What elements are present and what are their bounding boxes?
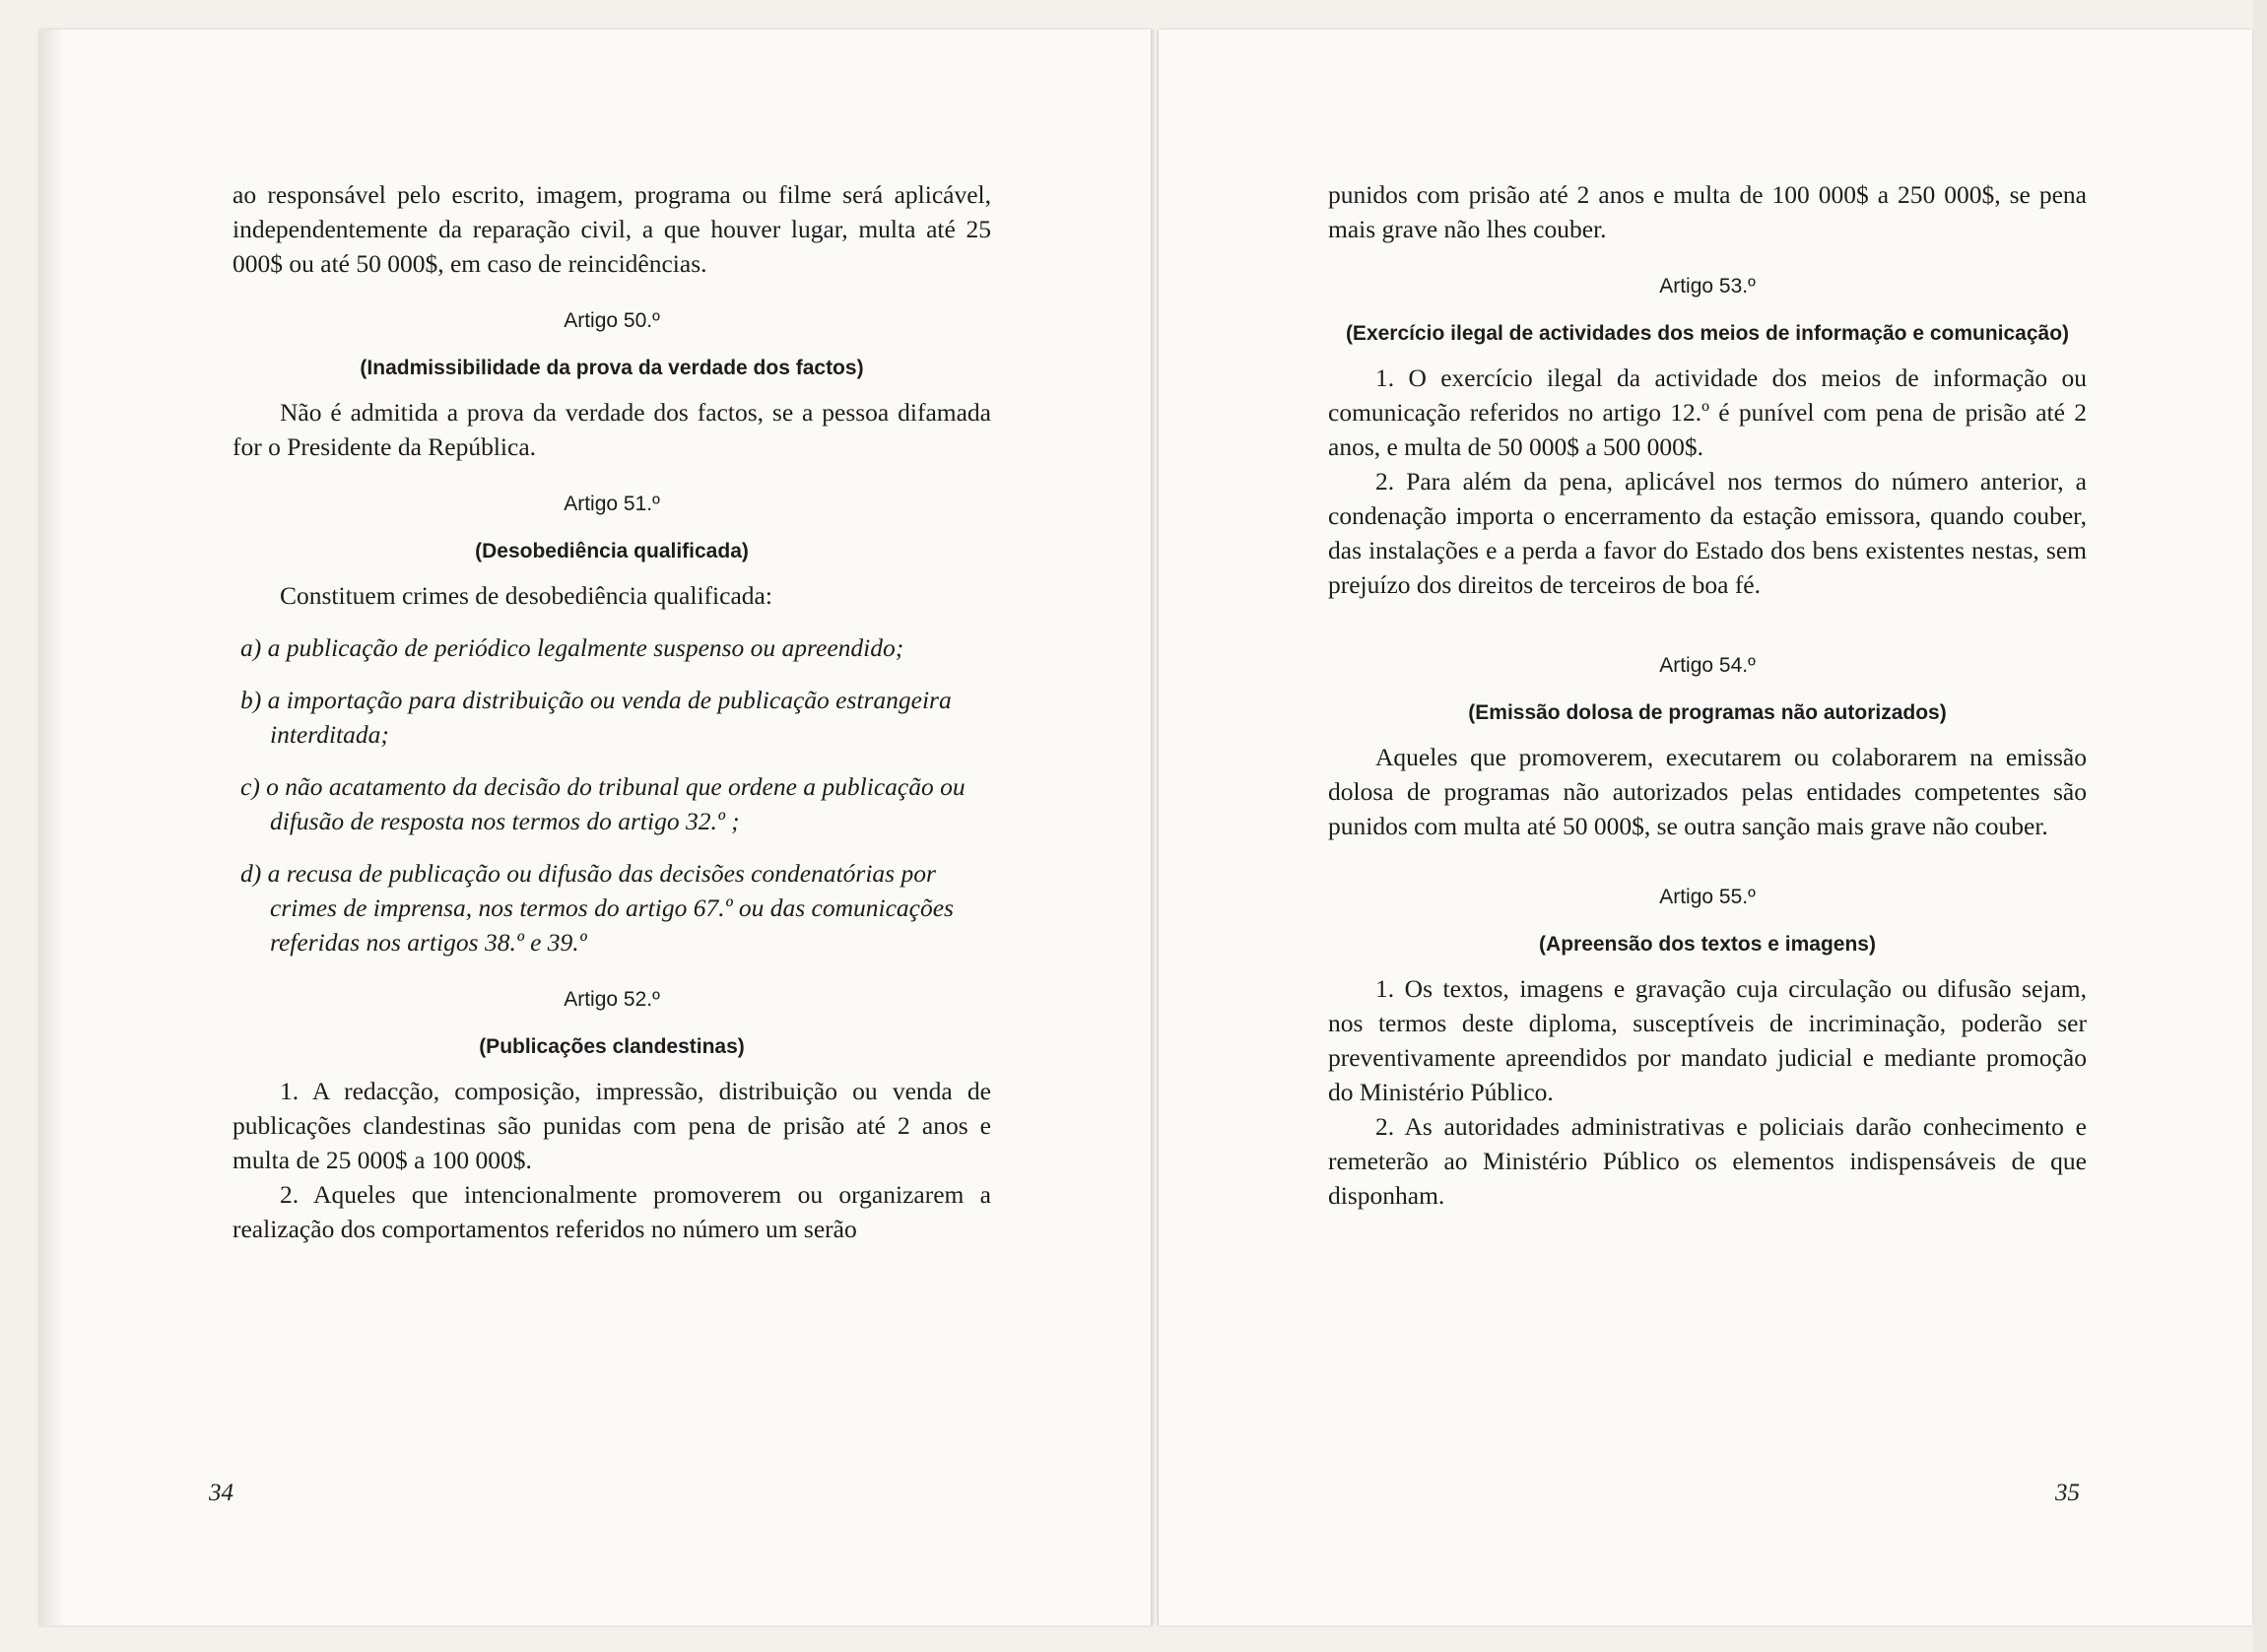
art51-title: Artigo 51.º	[564, 493, 660, 515]
art55-p2: 2. As autoridades administrativas e policiais darão conhecimento e remeterão ao Ministério Público os elementos indispensáveis de que disponham.	[1328, 1112, 2087, 1210]
art51-item-b: b) a importação para distribuição ou venda de publicação estrangeira interditada;	[240, 686, 952, 749]
right-page	[1159, 30, 2252, 1625]
art53-title: Artigo 53.º	[1659, 275, 1756, 297]
art54-title: Artigo 54.º	[1659, 654, 1756, 677]
art54-subtitle: (Emissão dolosa de programas não autorizados)	[1468, 701, 1947, 724]
right-text-column	[1328, 177, 2087, 1213]
art50-title: Artigo 50.º	[564, 309, 660, 332]
art53-p2: 2. Para além da pena, aplicável nos termos do número anterior, a condenação importa o encerramento da estação emissora, quando couber, das instalações e a perda a favor do Estado dos bens existentes nestas, sem prejuízo dos direitos de terceiros de boa fé.	[1328, 467, 2087, 599]
background-edge	[2253, 0, 2267, 1652]
art52-p1: 1. A redacção, composição, impressão, distribuição ou venda de publicações clandestinas são punidas com pena de prisão até 2 anos e multa de 25 000$ a 100 000$.	[233, 1077, 991, 1174]
art51-item-d: d) a recusa de publicação ou difusão das decisões condenatórias por crimes de imprensa, nos termos do artigo 67.º ou das comunicações referidas nos artigos 38.º e 39.º	[240, 859, 954, 957]
art55-p1: 1. Os textos, imagens e gravação cuja circulação ou difusão sejam, nos termos deste diploma, susceptíveis de incriminação, poderão ser preventivamente apreendidos por mandato judicial e mediante promoção do Ministério Público.	[1328, 974, 2087, 1106]
left-intro: ao responsável pelo escrito, imagem, programa ou filme será aplicável, independentemente da reparação civil, a que houver lugar, multa até 25 000$ ou até 50 000$, em caso de reincidências.	[233, 180, 991, 278]
right-page-number: 35	[2055, 1480, 2080, 1506]
art51-subtitle: (Desobediência qualificada)	[475, 540, 749, 562]
art55-subtitle: (Apreensão dos textos e imagens)	[1539, 933, 1876, 956]
art54-text: Aqueles que promoverem, executarem ou colaborarem na emissão dolosa de programas não autorizados pelas entidades competentes são punidos com multa até 50 000$, se outra sanção mais grave não couber.	[1328, 743, 2087, 840]
right-intro: punidos com prisão até 2 anos e multa de 100 000$ a 250 000$, se pena mais grave não lhes couber.	[1328, 180, 2087, 243]
art52-subtitle: (Publicações clandestinas)	[479, 1035, 745, 1058]
art51-text: Constituem crimes de desobediência qualificada:	[280, 581, 772, 610]
art50-subtitle: (Inadmissibilidade da prova da verdade dos factos)	[360, 357, 864, 379]
art53-subtitle: (Exercício ilegal de actividades dos meios de informação e comunicação)	[1345, 322, 2070, 345]
art50-text: Não é admitida a prova da verdade dos factos, se a pessoa difamada for o Presidente da República.	[233, 398, 991, 461]
left-page	[39, 30, 1153, 1625]
art53-p1: 1. O exercício ilegal da actividade dos meios de informação ou comunicação referidos no artigo 12.º é punível com pena de prisão até 2 anos, e multa de 50 000$ a 500 000$.	[1328, 363, 2087, 461]
art51-item-c: c) o não acatamento da decisão do tribunal que ordene a publicação ou difusão de resposta nos termos do artigo 32.º ;	[240, 772, 966, 835]
art55-title: Artigo 55.º	[1659, 886, 1756, 908]
left-text-column	[233, 177, 991, 1246]
art51-item-a: a) a publicação de periódico legalmente suspenso ou apreendido;	[240, 633, 904, 662]
art52-p2: 2. Aqueles que intencionalmente promoverem ou organizarem a realização dos comportamentos referidos no número um serão	[233, 1180, 991, 1243]
left-page-number: 34	[209, 1480, 233, 1506]
art52-title: Artigo 52.º	[564, 988, 660, 1011]
